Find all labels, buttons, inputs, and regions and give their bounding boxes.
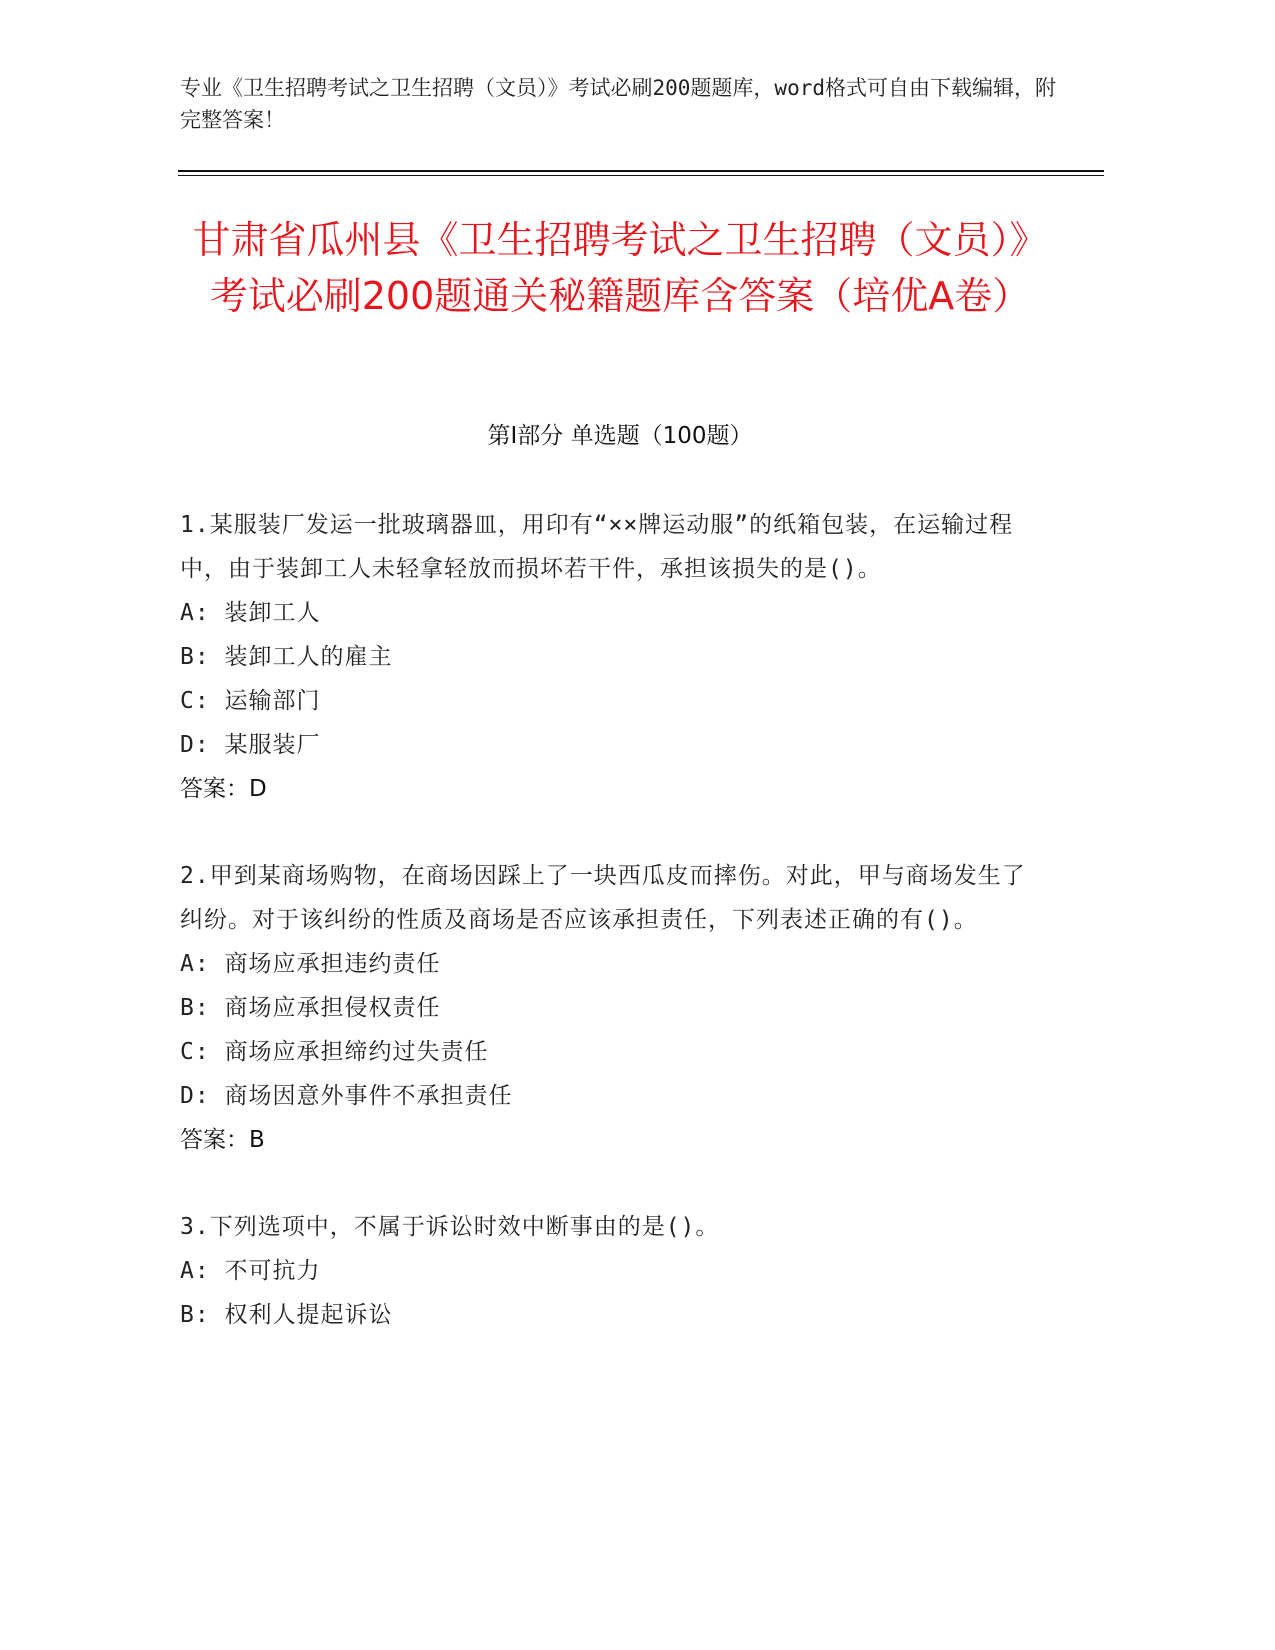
- question-item: [180, 854, 1030, 1162]
- header-divider-thin: [178, 175, 1104, 176]
- option-c: C: 商场应承担缔约过失责任: [180, 1039, 489, 1065]
- question-stem: 1.某服装厂发运一批玻璃器皿，用印有“××牌运动服”的纸箱包装，在运输过程中，由于装卸工人未轻拿轻放而损坏若干件，承担该损失的是()。: [180, 512, 1014, 582]
- option-d: D: 某服装厂: [180, 732, 321, 758]
- option-b: B: 装卸工人的雇主: [180, 644, 393, 670]
- option-a: A: 不可抗力: [180, 1258, 321, 1284]
- question-item: [180, 1205, 1030, 1337]
- document-header-note: 专业《卫生招聘考试之卫生招聘（文员）》考试必刷200题题库，word格式可自由下载编辑，附完整答案！: [180, 76, 1056, 132]
- option-b: B: 商场应承担侵权责任: [180, 995, 441, 1021]
- question-stem: 2.甲到某商场购物，在商场因踩上了一块西瓜皮而摔伤。对此，甲与商场发生了纠纷。对于该纠纷的性质及商场是否应该承担责任，下列表述正确的有()。: [180, 863, 1026, 933]
- option-a: A: 商场应承担违约责任: [180, 951, 441, 977]
- question-item: [180, 503, 1030, 811]
- option-a: A: 装卸工人: [180, 600, 321, 626]
- question-list: [180, 503, 1030, 1380]
- option-c: C: 运输部门: [180, 688, 321, 714]
- option-d: D: 商场因意外事件不承担责任: [180, 1083, 513, 1109]
- section-title: 第Ⅰ部分 单选题（100题）: [487, 423, 753, 449]
- header-divider-thick: [178, 170, 1104, 172]
- answer-line: 答案：D: [180, 776, 267, 802]
- question-stem: 3.下列选项中，不属于诉讼时效中断事由的是()。: [180, 1214, 720, 1240]
- answer-line: 答案：B: [180, 1127, 265, 1153]
- document-title: 甘肃省瓜州县《卫生招聘考试之卫生招聘（文员）》考试必刷200题通关秘籍题库含答案（培优A卷）: [192, 218, 1048, 318]
- option-b: B: 权利人提起诉讼: [180, 1302, 393, 1328]
